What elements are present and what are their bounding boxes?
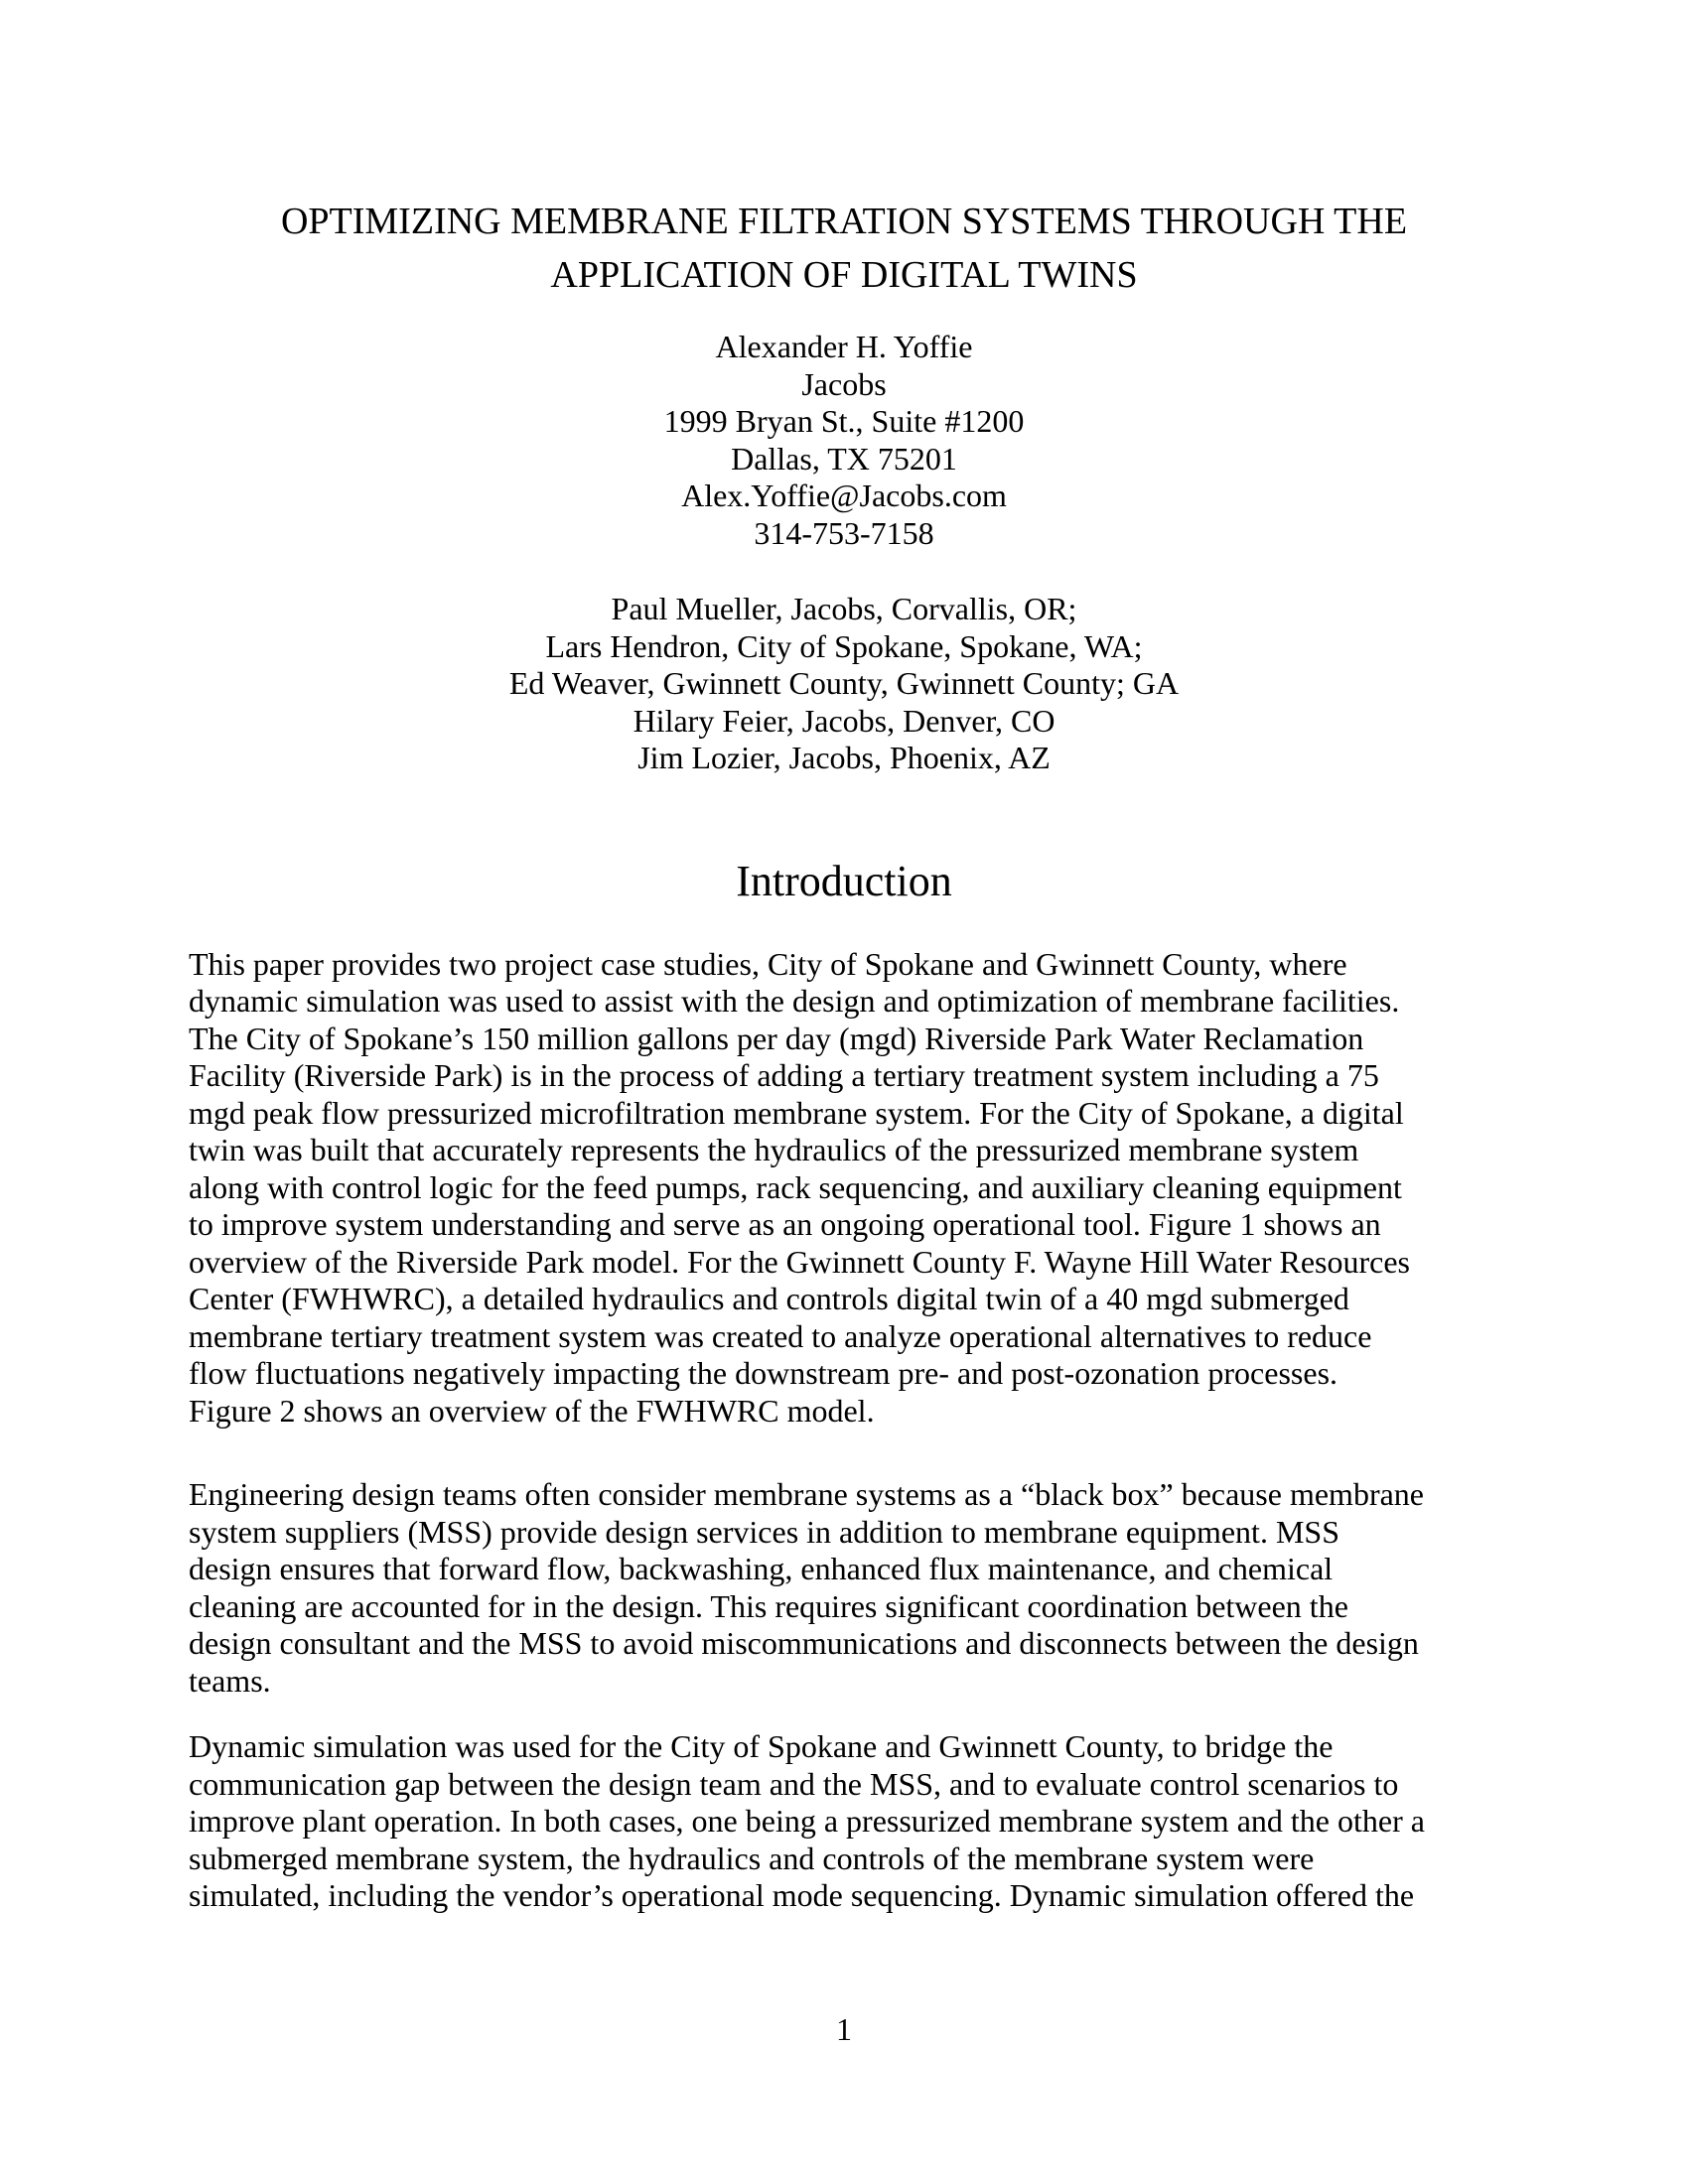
text-line: Paul Mueller, Jacobs, Corvallis, OR; <box>611 591 1077 626</box>
text-line: design consultant and the MSS to avoid miscommunications and disconnects between the design <box>189 1625 1419 1661</box>
author-address-city: Dallas, TX 75201 <box>731 440 957 477</box>
text-line: Center (FWHWRC), a detailed hydraulics and controls digital twin of a 40 mgd submerged <box>189 1281 1349 1316</box>
text-line: Dynamic simulation was used for the City of Spokane and Gwinnett County, to bridge the <box>189 1728 1334 1764</box>
text-line: simulated, including the vendor’s operational mode sequencing. Dynamic simulation offered the <box>189 1877 1415 1913</box>
intro-paragraph-3 <box>189 1728 1499 1915</box>
text-line: cleaning are accounted for in the design. This requires significant coordination between the <box>189 1587 1348 1624</box>
text-line: Hilary Feier, Jacobs, Denver, CO <box>633 702 1055 739</box>
text-line: design ensures that forward flow, backwashing, enhanced flux maintenance, and chemical <box>189 1551 1334 1586</box>
text-line: Facility (Riverside Park) is in the process of adding a tertiary treatment system including a 75 <box>189 1057 1379 1093</box>
text-line: overview of the Riverside Park model. For the Gwinnett County F. Wayne Hill Water Resources <box>189 1243 1410 1280</box>
text-line: membrane tertiary treatment system was created to analyze operational alternatives to reduce <box>189 1317 1372 1354</box>
text-line: communication gap between the design team and the MSS, and to evaluate control scenarios to <box>189 1765 1399 1802</box>
coauthor-list <box>189 591 1499 777</box>
text-line: along with control logic for the feed pumps, rack sequencing, and auxiliary cleaning equipment <box>189 1168 1402 1205</box>
text-line: dynamic simulation was used to assist with the design and optimization of membrane facilities. <box>189 983 1400 1019</box>
paper-title-line-2: APPLICATION OF DIGITAL TWINS <box>550 254 1138 296</box>
text-line: to improve system understanding and serve as an ongoing operational tool. Figure 1 shows an <box>189 1206 1381 1242</box>
paper-title-line-1: OPTIMIZING MEMBRANE FILTRATION SYSTEMS THROUGH THE <box>280 201 1408 242</box>
text-line: improve plant operation. In both cases, one being a pressurized membrane system and the other a <box>189 1803 1425 1839</box>
author-phone: 314-753-7158 <box>754 514 934 551</box>
paper-title <box>189 0 1499 302</box>
text-line: flow fluctuations negatively impacting the downstream pre- and post-ozonation processes. <box>189 1355 1338 1391</box>
text-line: Figure 2 shows an overview of the FWHWRC model. <box>189 1392 875 1429</box>
intro-paragraph-2 <box>189 1476 1499 1700</box>
text-line: Jim Lozier, Jacobs, Phoenix, AZ <box>637 740 1051 775</box>
text-line: submerged membrane system, the hydraulics and controls of the membrane system were <box>189 1840 1315 1876</box>
author-name: Alexander H. Yoffie <box>715 329 973 364</box>
text-line: twin was built that accurately represents the hydraulics of the pressurized membrane system <box>189 1132 1359 1167</box>
text-line: mgd peak flow pressurized microfiltration membrane system. For the City of Spokane, a digital <box>189 1094 1404 1131</box>
text-line: Lars Hendron, City of Spokane, Spokane, WA; <box>545 627 1143 664</box>
text-line: The City of Spokane’s 150 million gallons per day (mgd) Riverside Park Water Reclamation <box>189 1020 1364 1056</box>
text-line: teams. <box>189 1662 271 1699</box>
page-number: 1 <box>836 2011 852 2047</box>
intro-paragraph-1 <box>189 946 1499 1431</box>
section-heading-introduction: Introduction <box>736 856 952 905</box>
author-affiliation: Jacobs <box>801 365 887 402</box>
text-line: Ed Weaver, Gwinnett County, Gwinnett County; GA <box>508 665 1180 701</box>
author-email: Alex.Yoffie@Jacobs.com <box>681 478 1007 513</box>
author-block <box>189 329 1499 552</box>
text-line: Engineering design teams often consider membrane systems as a “black box” because membrane <box>189 1476 1424 1512</box>
author-address-street: 1999 Bryan St., Suite #1200 <box>663 403 1025 439</box>
text-line: This paper provides two project case studies, City of Spokane and Gwinnett County, where <box>189 945 1347 982</box>
text-line: system suppliers (MSS) provide design services in addition to membrane equipment. MSS <box>189 1513 1339 1550</box>
